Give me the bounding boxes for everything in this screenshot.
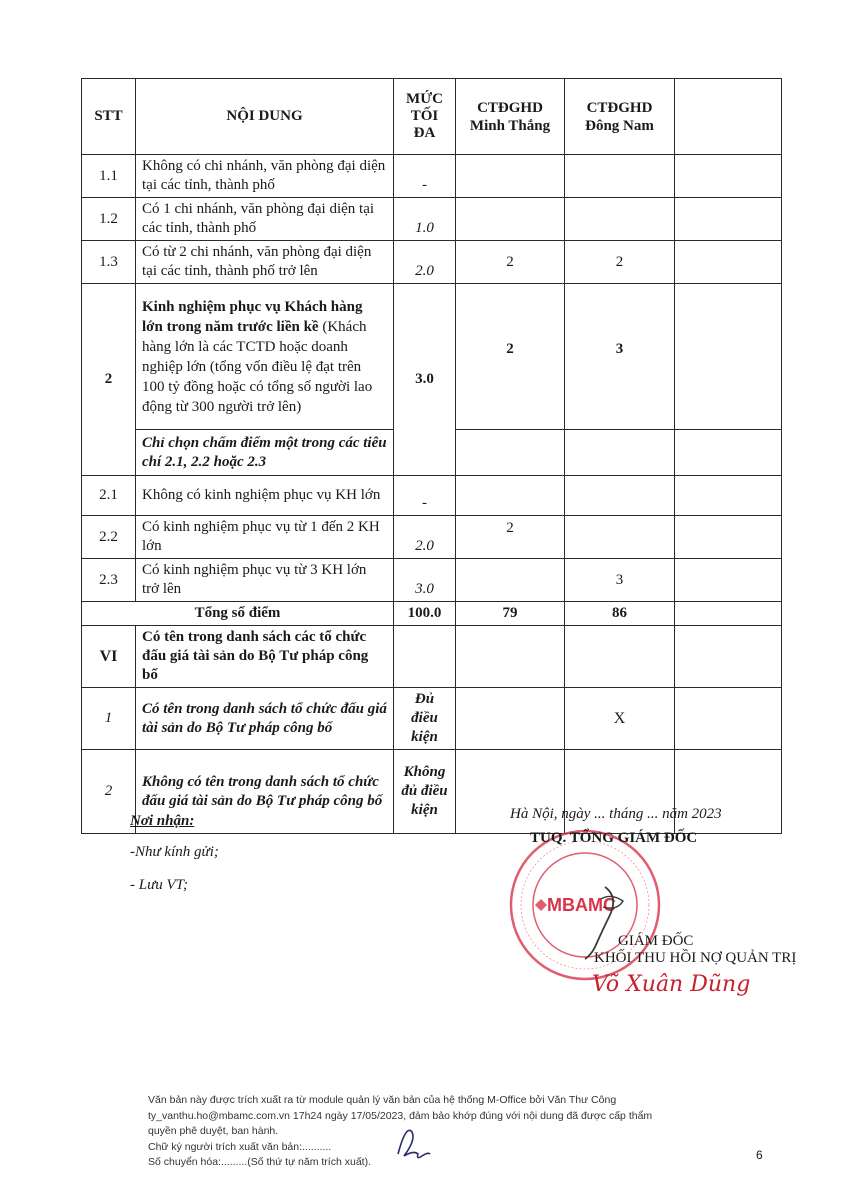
header-empty: [675, 79, 782, 155]
row-max: -: [394, 476, 456, 516]
date-line: Hà Nội, ngày ... tháng ... năm 2023: [510, 806, 722, 822]
row-score-2: X: [565, 688, 675, 750]
row-score-2: [565, 155, 675, 198]
row-stt: 2: [82, 750, 136, 834]
row-stt: 1.3: [82, 241, 136, 284]
page-number: 6: [756, 1148, 763, 1162]
row-stt: 1: [82, 688, 136, 750]
row-max: 2.0: [394, 516, 456, 559]
row-score-1: [456, 559, 565, 602]
row-score-1: [456, 688, 565, 750]
row-max: 1.0: [394, 198, 456, 241]
recipients-title: Nơi nhận:: [130, 813, 195, 829]
header-row: [82, 79, 782, 155]
row-content: [136, 284, 394, 430]
total-max: 100.0: [394, 602, 456, 626]
header-company-2: CTĐGHD Đông Nam: [565, 79, 675, 155]
row-score-2: [565, 476, 675, 516]
table-row: [82, 284, 782, 430]
row-empty: [675, 155, 782, 198]
row-max: 2.0: [394, 241, 456, 284]
footer-line: quyền phê duyệt, ban hành.: [148, 1125, 279, 1137]
row-max: [394, 626, 456, 688]
signature-title-2: KHỐI THU HỒI NỢ QUẢN TRỊ: [594, 950, 797, 966]
row-score-1: 2: [456, 284, 565, 430]
row-content: Có 1 chi nhánh, văn phòng đại diện tại các tỉnh, thành phố: [136, 198, 394, 241]
table-row: [82, 516, 782, 559]
table-row: [82, 241, 782, 284]
total-score-1: 79: [456, 602, 565, 626]
row-empty: [675, 430, 782, 476]
row-score-1: [456, 430, 565, 476]
row-score-2: [565, 516, 675, 559]
header-company-1: CTĐGHD Minh Thắng: [456, 79, 565, 155]
row-score-2: 2: [565, 241, 675, 284]
row-score-2: 3: [565, 284, 675, 430]
row-empty: [675, 516, 782, 559]
row-note: Chỉ chọn chấm điểm một trong các tiêu chí 2.1, 2.2 hoặc 2.3: [136, 430, 394, 476]
row-max: -: [394, 155, 456, 198]
row-content: Không có tên trong danh sách tổ chức đấu giá tài sản do Bộ Tư pháp công bố: [136, 750, 394, 834]
footer-line: Văn bản này được trích xuất ra từ module quản lý văn bản của hệ thống M-Office bởi Văn Thư Công: [148, 1094, 617, 1106]
recipients-block: [130, 813, 219, 910]
footer-line: ty_vanthu.ho@mbamc.com.vn 17h24 ngày 17/05/2023, đảm bảo khớp đúng với nội dung đã được cấp thẩm: [148, 1109, 653, 1122]
table-row: [82, 198, 782, 241]
row-empty: [675, 241, 782, 284]
row-empty: [675, 284, 782, 430]
row-score-1: [456, 626, 565, 688]
row-content: Có kinh nghiệm phục vụ từ 1 đến 2 KH lớn: [136, 516, 394, 559]
row-stt: 2: [82, 284, 136, 476]
row-score-1: 2: [456, 516, 565, 559]
row-score-2: [565, 198, 675, 241]
row-stt: 2.3: [82, 559, 136, 602]
footer-line: Số chuyển hóa:.........(Số thứ tự năm trích xuất).: [148, 1156, 371, 1168]
recipient-item: - Lưu VT;: [130, 877, 189, 893]
row-max: Đủ điều kiện: [394, 688, 456, 750]
signature-title-block: [594, 933, 797, 967]
row-empty: [675, 198, 782, 241]
row-content: Có tên trong danh sách tổ chức đấu giá tài sản do Bộ Tư pháp công bố: [136, 688, 394, 750]
row-score-1: [456, 476, 565, 516]
row-score-1: [456, 198, 565, 241]
row-content-detail: (Khách hàng lớn là các TCTD hoặc doanh nghiệp lớn (tổng vốn điều lệ đạt trên 100 tỷ đồng hoặc có tổng số người lao động từ 300 người trở lên): [142, 318, 373, 415]
row-max: 3.0: [394, 284, 456, 476]
row-max: 3.0: [394, 559, 456, 602]
row-score-1: 2: [456, 241, 565, 284]
row-empty: [675, 602, 782, 626]
signature-role: TUQ. TỔNG GIÁM ĐỐC: [530, 830, 698, 846]
stamp-logo-text: MBAMC: [547, 895, 616, 915]
row-content: Có từ 2 chi nhánh, văn phòng đại diện tại các tỉnh, thành phố trở lên: [136, 241, 394, 284]
header-max: MỨC TỐI ĐA: [394, 79, 456, 155]
row-empty: [675, 476, 782, 516]
row-stt: 1.1: [82, 155, 136, 198]
row-score-1: [456, 155, 565, 198]
row-score-2: 3: [565, 559, 675, 602]
header-content: NỘI DUNG: [136, 79, 394, 155]
header-stt: STT: [82, 79, 136, 155]
row-max: Không đủ điều kiện: [394, 750, 456, 834]
section-content: Có tên trong danh sách các tổ chức đấu giá tài sản do Bộ Tư pháp công bố: [136, 626, 394, 688]
table-row: [82, 476, 782, 516]
row-score-2: [565, 626, 675, 688]
row-content: Không có chi nhánh, văn phòng đại diện tại các tỉnh, thành phố: [136, 155, 394, 198]
row-empty: [675, 688, 782, 750]
signature-title-1: GIÁM ĐỐC: [618, 933, 694, 949]
signatory-name: Võ Xuân Dũng: [592, 972, 751, 997]
total-row: [82, 602, 782, 626]
recipient-item: -Như kính gửi;: [130, 844, 219, 860]
table-row: [82, 559, 782, 602]
table-row: [82, 688, 782, 750]
row-stt: 2.2: [82, 516, 136, 559]
row-content: Không có kinh nghiệm phục vụ KH lớn: [136, 476, 394, 516]
row-empty: [675, 626, 782, 688]
row-empty: [675, 559, 782, 602]
section-stt: VI: [82, 626, 136, 688]
handwritten-signature-icon: [392, 1124, 432, 1174]
scoring-table: [81, 78, 782, 834]
total-label: Tổng số điểm: [82, 602, 394, 626]
row-content-bold: Kinh nghiệm phục vụ Khách hàng lớn trong năm trước liền kề: [142, 298, 363, 335]
total-score-2: 86: [565, 602, 675, 626]
row-stt: 2.1: [82, 476, 136, 516]
row-score-2: [565, 430, 675, 476]
row-stt: 1.2: [82, 198, 136, 241]
section-row: [82, 626, 782, 688]
row-content: Có kinh nghiệm phục vụ từ 3 KH lớn trở lên: [136, 559, 394, 602]
footer-line: Chữ ký người trích xuất văn bản:..........: [148, 1140, 332, 1153]
table-row: [82, 155, 782, 198]
